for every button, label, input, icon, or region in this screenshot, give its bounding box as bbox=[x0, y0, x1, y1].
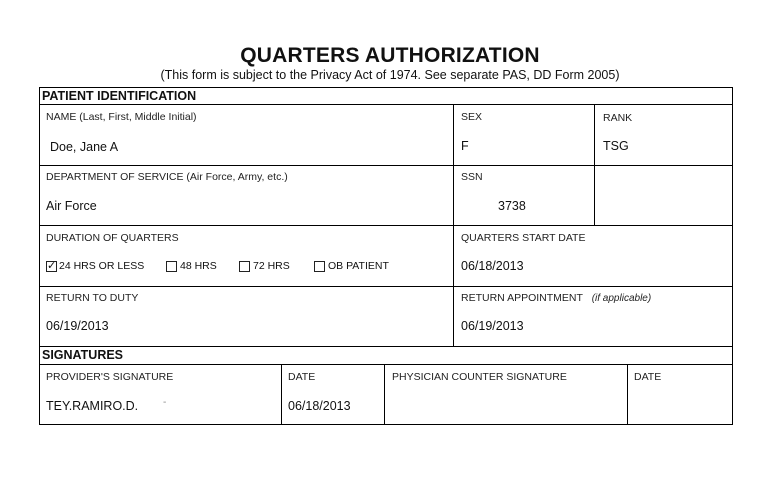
return-duty-value[interactable]: 06/19/2013 bbox=[46, 319, 109, 333]
ssn-label: SSN bbox=[461, 171, 483, 183]
date2-label: DATE bbox=[634, 371, 662, 383]
checkbox-72h-label: 72 HRS bbox=[253, 260, 290, 272]
provider-signature-mark: - bbox=[163, 397, 167, 408]
return-appointment-label-text: RETURN APPOINTMENT bbox=[461, 292, 583, 304]
form-subtitle: (This form is subject to the Privacy Act of 1974. See separate PAS, DD Form 2005) bbox=[160, 68, 620, 82]
checkbox-24h[interactable]: ✓ bbox=[47, 260, 57, 272]
start-date-value[interactable]: 06/18/2013 bbox=[461, 259, 524, 273]
return-appointment-note: (if applicable) bbox=[591, 293, 652, 304]
sex-label: SEX bbox=[461, 111, 483, 123]
sex-value[interactable]: F bbox=[461, 139, 469, 153]
checkbox-48h[interactable] bbox=[166, 261, 177, 272]
checkbox-48h-label: 48 HRS bbox=[180, 260, 217, 272]
department-value[interactable]: Air Force bbox=[46, 199, 97, 213]
return-appointment-label bbox=[461, 292, 651, 304]
return-appointment-value[interactable]: 06/19/2013 bbox=[461, 319, 524, 333]
provider-signature-value[interactable]: TEY.RAMIRO.D. bbox=[46, 399, 139, 413]
rank-label: RANK bbox=[603, 112, 633, 124]
department-label: DEPARTMENT OF SERVICE (Air Force, Army, etc.) bbox=[46, 171, 288, 183]
provider-signature-label: PROVIDER'S SIGNATURE bbox=[46, 371, 174, 383]
checkbox-ob[interactable] bbox=[314, 261, 325, 272]
ssn-value[interactable]: 3738 bbox=[498, 199, 526, 213]
physician-signature-field[interactable] bbox=[386, 385, 624, 421]
rank-value[interactable]: TSG bbox=[603, 139, 629, 153]
return-duty-label: RETURN TO DUTY bbox=[46, 292, 139, 304]
signatures-section-title: SIGNATURES bbox=[42, 348, 124, 362]
checkbox-24h-label: 24 HRS OR LESS bbox=[59, 260, 145, 272]
form-title: QUARTERS AUTHORIZATION bbox=[240, 44, 540, 67]
date1-value[interactable]: 06/18/2013 bbox=[288, 399, 351, 413]
name-label: NAME (Last, First, Middle Initial) bbox=[46, 111, 197, 123]
physician-signature-label: PHYSICIAN COUNTER SIGNATURE bbox=[392, 371, 567, 383]
name-value[interactable]: Doe, Jane A bbox=[50, 140, 119, 154]
duration-label: DURATION OF QUARTERS bbox=[46, 232, 179, 244]
start-date-label: QUARTERS START DATE bbox=[461, 232, 586, 244]
patient-section-title: PATIENT IDENTIFICATION bbox=[42, 89, 197, 103]
date1-label: DATE bbox=[288, 371, 316, 383]
date2-field[interactable] bbox=[629, 385, 729, 421]
checkbox-ob-label: OB PATIENT bbox=[328, 260, 389, 272]
checkbox-72h[interactable] bbox=[239, 261, 250, 272]
